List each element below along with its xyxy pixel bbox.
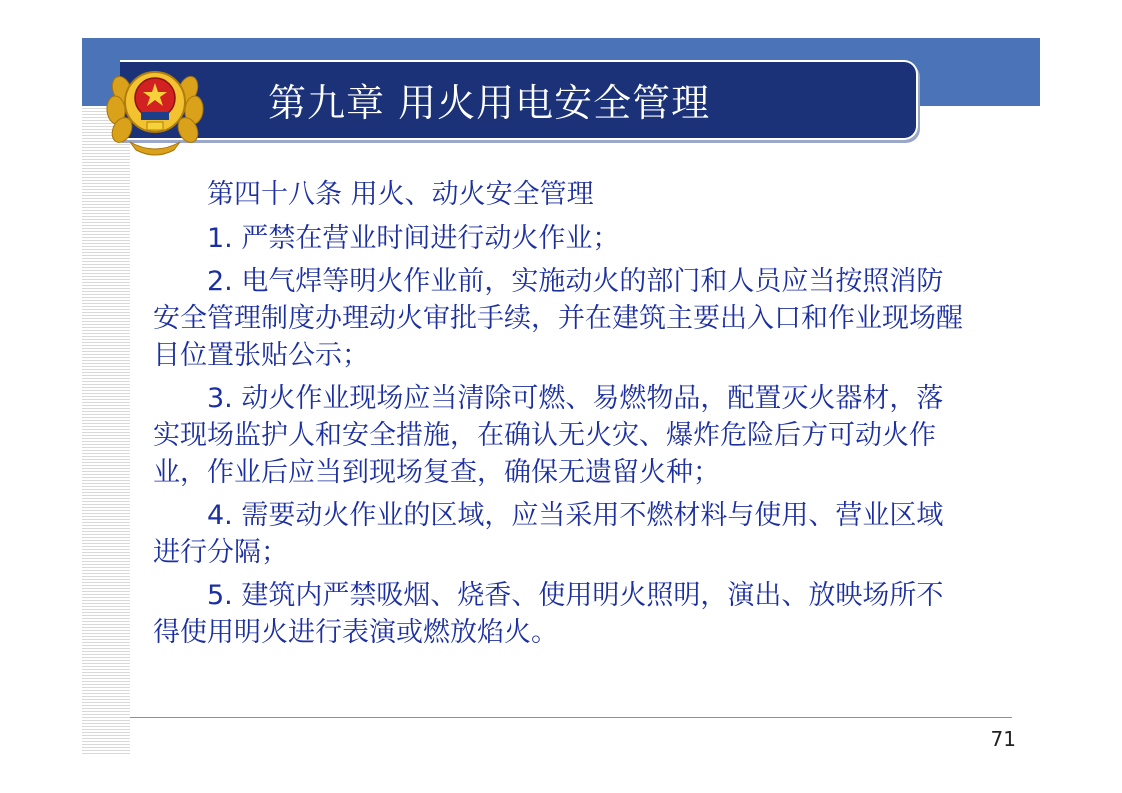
- article-item: 3. 动火作业现场应当清除可燃、易燃物品，配置灭火器材，落实现场监护人和安全措施，在确认无火灾、爆炸危险后方可动火作业，作业后应当到现场复查，确保无遗留火种；: [153, 383, 944, 488]
- page-number: 71: [990, 727, 1016, 751]
- article-body: [153, 176, 963, 651]
- article-item: 4. 需要动火作业的区域，应当采用不燃材料与使用、营业区域进行分隔；: [153, 500, 944, 568]
- police-fire-emblem-icon: [100, 52, 210, 158]
- decorative-stripe-panel: [82, 108, 130, 756]
- article-item: 1. 严禁在营业时间进行动火作业；: [207, 223, 620, 254]
- chapter-title: 第九章 用火用电安全管理: [268, 81, 711, 125]
- article-item: 2. 电气焊等明火作业前，实施动火的部门和人员应当按照消防安全管理制度办理动火审批手续，并在建筑主要出入口和作业现场醒目位置张贴公示；: [153, 266, 963, 371]
- article-heading: 第四十八条 用火、动火安全管理: [207, 179, 594, 210]
- footer-divider: [130, 717, 1012, 718]
- article-item: 5. 建筑内严禁吸烟、烧香、使用明火照明，演出、放映场所不得使用明火进行表演或燃放焰火。: [153, 580, 944, 648]
